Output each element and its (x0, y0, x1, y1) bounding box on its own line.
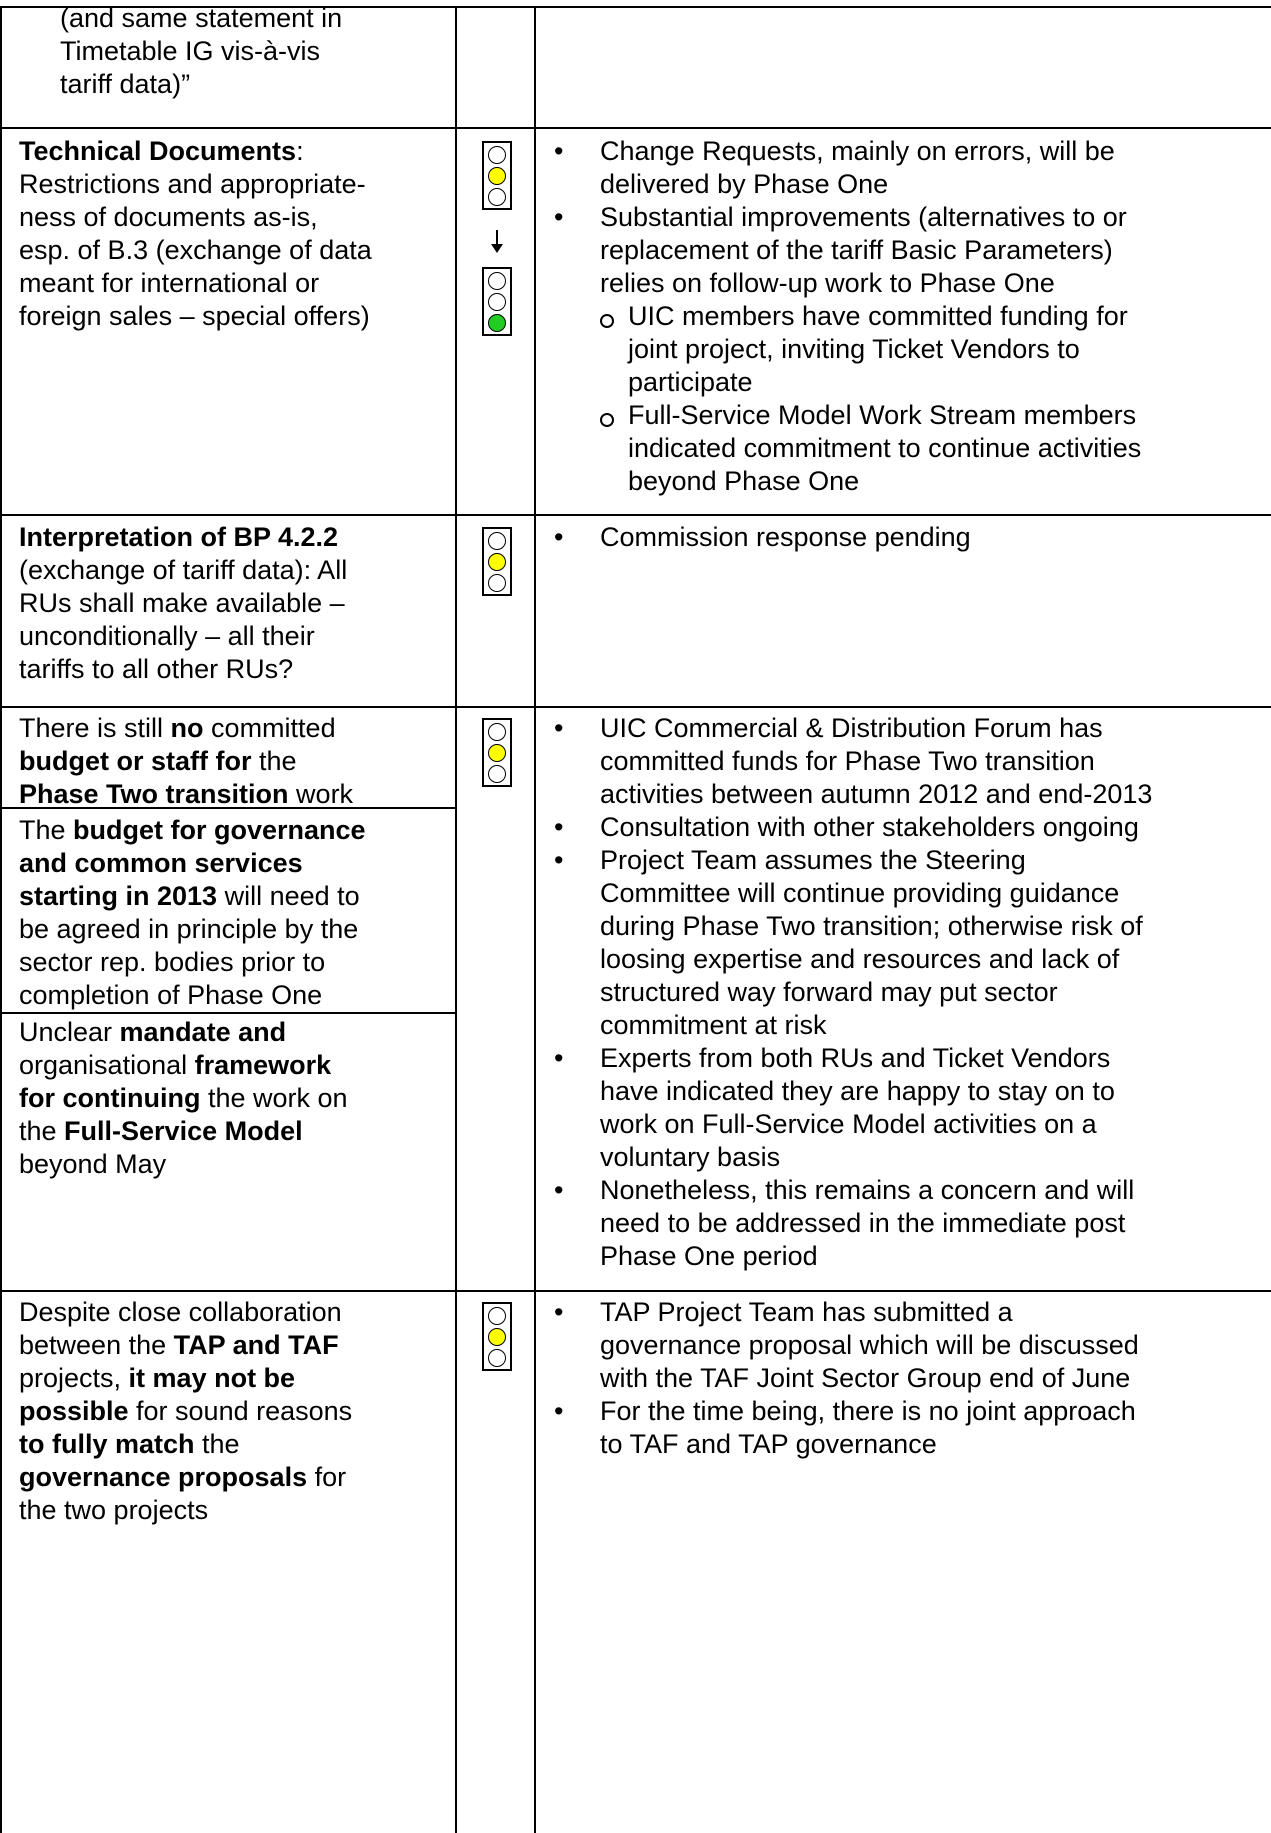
traffic-light-icon (482, 527, 512, 596)
text-line: foreign sales – special offers) (19, 301, 370, 331)
list-item: • TAP Project Team has submitted a governance proposal which will be discussed with the TAF Joint Sector Group end of June (542, 1296, 1267, 1395)
interpretation-status-cell (542, 521, 1267, 554)
traffic-light-icon (482, 718, 512, 787)
phase-two-issue-b: The budget for governance and common services starting in 2013 will need to be agreed in principle by the sector rep. bodies prior to completion of Phase One (19, 815, 366, 1010)
list-item: • Substantial improvements (alternatives to or replacement of the tariff Basic Parameters) relies on follow-up work to Phase One UIC members have committed funding for joint project, inviting Ticket Vendors to participate Full-Service Model Work Stream members indicated commitment to continue activities beyond Phase One (542, 201, 1267, 498)
lamp (488, 188, 506, 206)
technical-status-cell (542, 135, 1267, 498)
lamp (488, 314, 506, 332)
lamp (488, 146, 506, 164)
list-item: • For the time being, there is no joint approach to TAF and TAP governance (542, 1395, 1267, 1461)
traffic-light-icon (482, 267, 512, 336)
technical-issue-cell (19, 135, 449, 333)
row-divider (0, 127, 1271, 129)
phase-two-status-cell (542, 712, 1267, 1273)
row-divider (0, 514, 1271, 516)
list-item: • Experts from both RUs and Ticket Vendors have indicated they are happy to stay on to work on Full-Service Model activities on a voluntary basis (542, 1042, 1267, 1174)
issue-divider (0, 1012, 455, 1014)
text-line: meant for international or (19, 268, 320, 298)
lamp (488, 293, 506, 311)
lamp (488, 167, 506, 185)
traffic-light-icon (482, 1302, 512, 1371)
list-item: • Change Requests, mainly on errors, will be delivered by Phase One (542, 135, 1267, 201)
list-item: • Nonetheless, this remains a concern and will need to be addressed in the immediate post Phase One period (542, 1174, 1267, 1273)
tap-taf-status-cell (542, 1296, 1267, 1461)
text-line: tariff data)” (60, 69, 191, 99)
column-divider (534, 6, 536, 1833)
row-divider (0, 1290, 1271, 1292)
sub-list-item: Full-Service Model Work Stream members indicated commitment to continue activities beyond Phase One (600, 399, 1267, 498)
lamp (488, 1307, 506, 1325)
lamp (488, 532, 506, 550)
sub-list-item: UIC members have committed funding for joint project, inviting Ticket Vendors to participate (600, 300, 1267, 399)
text-line: (and same statement in (60, 3, 343, 33)
text-line: Timetable IG vis-à-vis (60, 36, 321, 66)
text-line: esp. of B.3 (exchange of data (19, 235, 372, 265)
traffic-light-icon (482, 141, 512, 210)
lamp (488, 744, 506, 762)
interpretation-issue-cell (19, 521, 449, 686)
tap-taf-issue-cell: Despite close collaboration between the TAP and TAF projects, it may not be possible for sound reasons to fully match the governance proposals for the two projects (19, 1297, 353, 1525)
text-line: Restrictions and appropriate- (19, 169, 366, 199)
text-line: RUs shall make available – (19, 588, 345, 618)
intro-issue-cell (60, 2, 450, 101)
text-line: (exchange of tariff data): All (19, 555, 348, 585)
text-line: ness of documents as-is, (19, 202, 318, 232)
issue-title: Interpretation of BP 4.2.2 (19, 522, 339, 552)
title-suffix: : (296, 136, 304, 166)
lamp (488, 1328, 506, 1346)
issue-title: Technical Documents (19, 136, 297, 166)
list-item: • UIC Commercial & Distribution Forum has committed funds for Phase Two transition activities between autumn 2012 and end-2013 (542, 712, 1267, 811)
table-left-border (0, 6, 2, 1833)
list-item: • Commission response pending (542, 521, 1267, 554)
list-item: • Consultation with other stakeholders ongoing (542, 811, 1267, 844)
lamp (488, 553, 506, 571)
down-arrow-icon (488, 226, 506, 256)
phase-two-issue-c: Unclear mandate and organisational framework for continuing the work on the Full-Service Model beyond May (19, 1017, 348, 1179)
text-line: unconditionally – all their (19, 621, 315, 651)
phase-two-issue-a: There is still no committed budget or staff for the Phase Two transition work (19, 713, 354, 809)
lamp (488, 1349, 506, 1367)
lamp (488, 574, 506, 592)
lamp (488, 765, 506, 783)
lamp (488, 272, 506, 290)
column-divider (455, 6, 457, 1833)
text-line: tariffs to all other RUs? (19, 654, 294, 684)
row-divider (0, 706, 1271, 708)
lamp (488, 723, 506, 741)
list-item: • Project Team assumes the Steering Committee will continue providing guidance during Phase Two transition; otherwise risk of loosing expertise and resources and lack of structured way forward may put sector commitment at risk (542, 844, 1267, 1042)
